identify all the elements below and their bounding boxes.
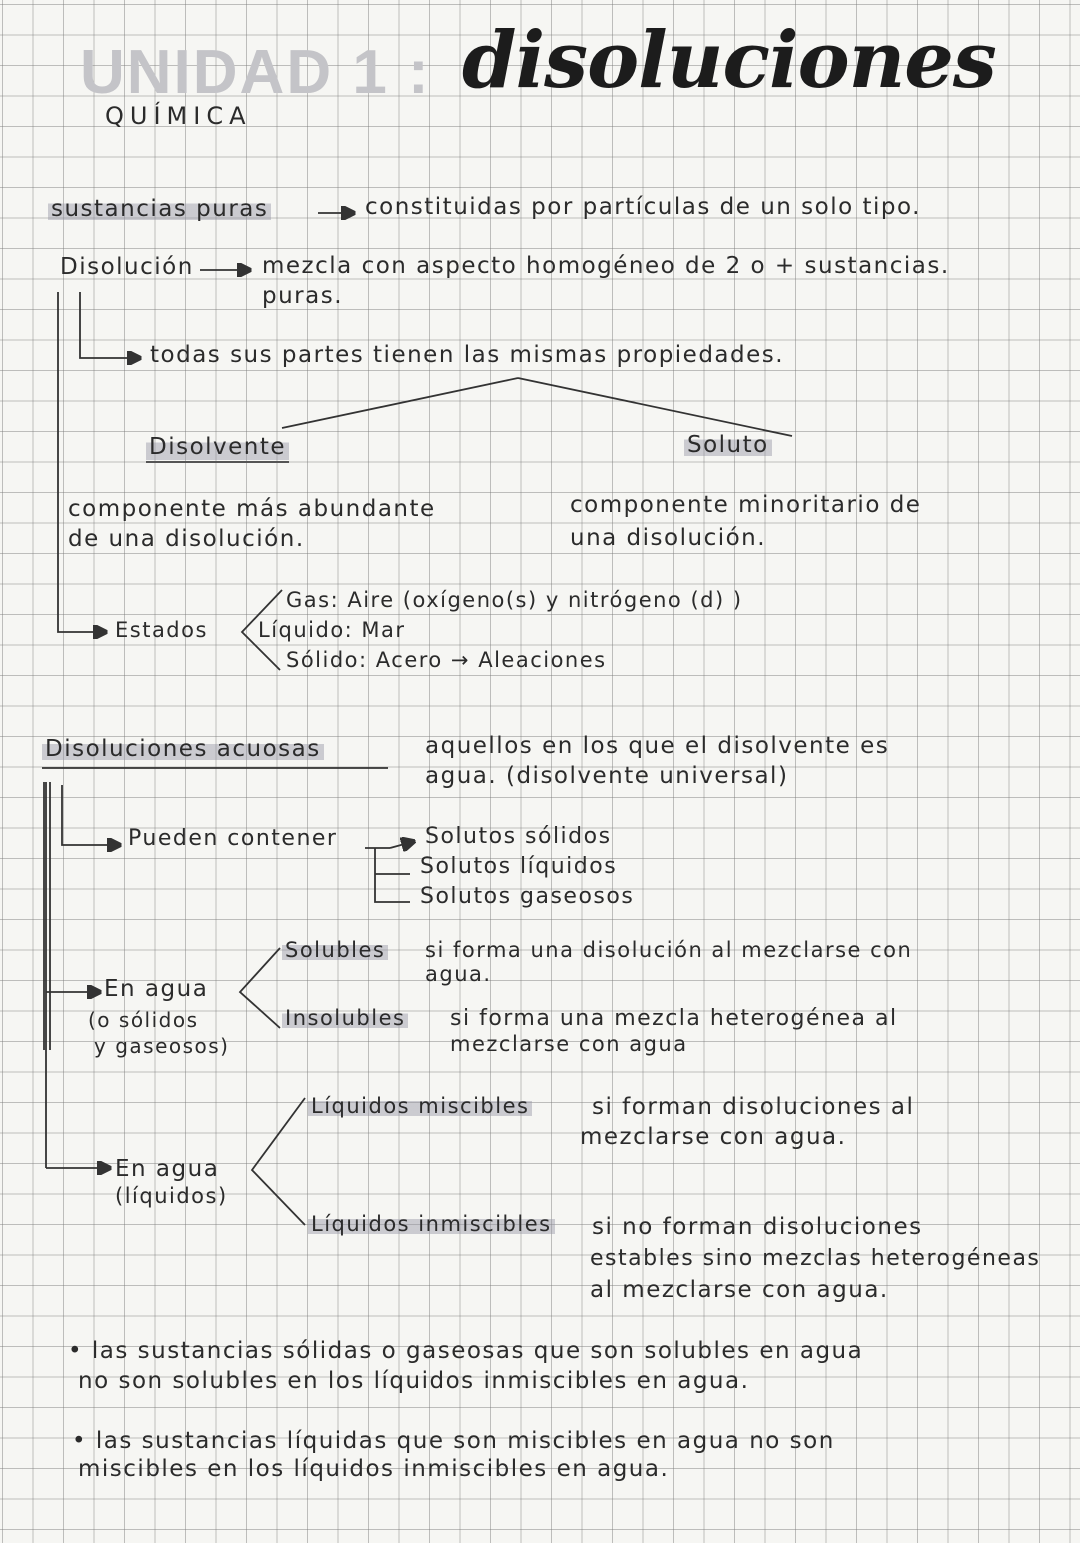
brace-miscibles xyxy=(252,1098,305,1225)
en-agua-liquidos-sub: (líquidos) xyxy=(115,1184,228,1208)
term-liquidos-inmiscibles: Líquidos inmiscibles xyxy=(308,1214,555,1235)
solubles-def-2: agua. xyxy=(425,962,492,986)
soluto-label: Soluto xyxy=(684,434,772,457)
en-agua-solidos-sub-2: y gaseosos) xyxy=(94,1034,230,1058)
def-sustancias-puras: constituidas por partículas de un solo tipo. xyxy=(365,194,921,220)
solubles-def-1: si forma una disolución al mezclarse con xyxy=(425,938,913,962)
subject-label: QUÍMICA xyxy=(105,102,252,130)
unit-heading: UNIDAD 1 : xyxy=(80,38,431,107)
estado-liquido: Líquido: Mar xyxy=(258,618,406,642)
def-disolucion-1: mezcla con aspecto homogéneo de 2 o + sustancias. xyxy=(262,253,950,279)
soluto-solido: Solutos sólidos xyxy=(425,824,612,849)
inmiscibles-def-3: al mezclarse con agua. xyxy=(590,1277,889,1303)
note-1-line-2: no son solubles en los líquidos inmiscibles en agua. xyxy=(78,1368,750,1394)
term-liquidos-miscibles: Líquidos miscibles xyxy=(308,1096,532,1117)
note-2-line-1: • las sustancias líquidas que son miscibles en agua no son xyxy=(72,1428,835,1454)
split-line-disolvente xyxy=(282,378,518,428)
soluto-liquido: Solutos líquidos xyxy=(420,854,618,879)
en-agua-solidos-sub-1: (o sólidos xyxy=(88,1008,199,1032)
miscibles-def-1: si forman disoluciones al xyxy=(592,1094,915,1120)
soluto-def-1: componente minoritario de xyxy=(570,492,922,518)
brace-solubles xyxy=(240,948,280,1028)
term-disolucion: Disolución xyxy=(60,254,194,280)
page-title: disoluciones xyxy=(462,15,996,106)
arrow-estados xyxy=(58,292,104,632)
miscibles-def-2: mezclarse con agua. xyxy=(580,1124,847,1150)
estado-solido: Sólido: Acero → Aleaciones xyxy=(286,648,607,672)
disolucion-propiedades: todas sus partes tienen las mismas propiedades. xyxy=(150,342,785,368)
estados-label: Estados xyxy=(115,618,208,642)
soluto-def-2: una disolución. xyxy=(570,525,767,551)
acuosas-def-1: aquellos en los que el disolvente es xyxy=(425,733,890,759)
def-disolucion-2: puras. xyxy=(262,283,344,309)
note-2-line-2: miscibles en los líquidos inmiscibles en agua. xyxy=(78,1456,670,1482)
inmiscibles-def-2: estables sino mezclas heterogéneas xyxy=(590,1246,1041,1271)
term-insolubles: Insolubles xyxy=(282,1008,408,1029)
disolvente-def-2: de una disolución. xyxy=(68,526,305,552)
term-disoluciones-acuosas: Disoluciones acuosas xyxy=(42,738,324,761)
arrow-propiedades xyxy=(80,292,138,358)
vertical-lines xyxy=(44,782,50,1168)
split-line-soluto xyxy=(518,378,792,436)
pueden-contener: Pueden contener xyxy=(128,826,338,851)
arrow-pueden xyxy=(62,785,118,845)
disolvente-def-1: componente más abundante xyxy=(68,496,436,522)
disolvente-label: Disolvente xyxy=(146,436,289,463)
term-sustancias-puras: sustancias puras xyxy=(48,198,271,221)
en-agua-solidos-label: En agua xyxy=(104,976,209,1002)
bracket-solutos xyxy=(365,848,410,902)
soluto-gaseoso: Solutos gaseosos xyxy=(420,884,635,909)
insolubles-def-2: mezclarse con agua xyxy=(450,1032,688,1056)
estado-gas: Gas: Aire (oxígeno(s) y nitrógeno (d) ) xyxy=(286,588,743,612)
inmiscibles-def-1: si no forman disoluciones xyxy=(592,1214,923,1240)
term-solubles: Solubles xyxy=(282,940,388,961)
en-agua-liquidos-label: En agua xyxy=(115,1156,220,1182)
note-1-line-1: • las sustancias sólidas o gaseosas que son solubles en agua xyxy=(68,1338,864,1364)
acuosas-def-2: agua. (disolvente universal) xyxy=(425,763,789,789)
insolubles-def-1: si forma una mezcla heterogénea al xyxy=(450,1006,898,1031)
